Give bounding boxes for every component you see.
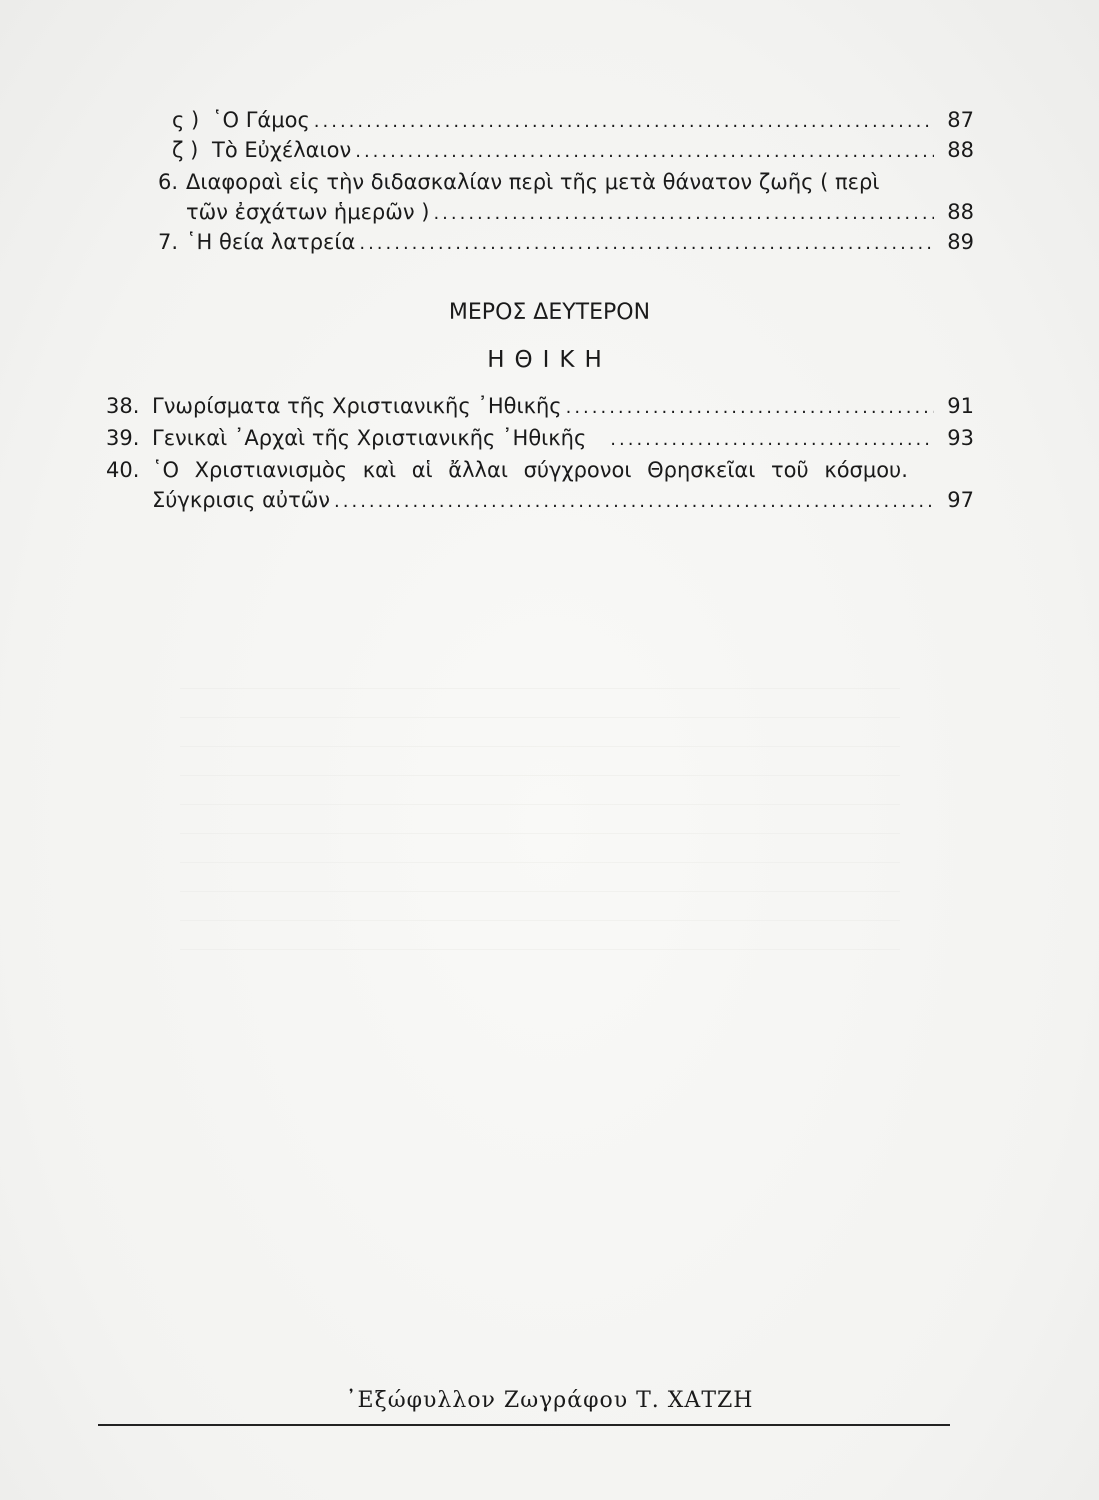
toc-entry-title-continuation: τῶν ἐσχάτων ἡμερῶν ) bbox=[186, 200, 430, 224]
title-word: Θρησκεῖαι bbox=[647, 458, 756, 482]
toc-entry-diaforai-continued bbox=[186, 198, 974, 228]
toc-entry-title: Διαφοραὶ εἰς τὴν διδασκαλίαν περὶ τῆς μετὰ θάνατον ζωῆς ( περὶ bbox=[186, 170, 880, 194]
toc-entry-euchelaion bbox=[172, 136, 974, 166]
leader-dots bbox=[334, 488, 934, 516]
toc-entry-title: Τὸ Εὐχέλαιον bbox=[212, 138, 352, 162]
title-word: ἄλλαι bbox=[448, 458, 508, 482]
toc-entry-page: 88 bbox=[947, 200, 974, 224]
toc-entry-39 bbox=[106, 424, 974, 454]
toc-entry-page: 87 bbox=[947, 108, 974, 132]
toc-entry-40 bbox=[106, 456, 908, 484]
leader-dots bbox=[566, 394, 934, 422]
toc-entry-number: 38. bbox=[106, 394, 140, 418]
toc-entry-page: 88 bbox=[947, 138, 974, 162]
toc-entry-page: 97 bbox=[947, 488, 974, 512]
toc-entry-number: 39. bbox=[106, 426, 140, 450]
title-word: Χριστιανισμὸς bbox=[194, 458, 348, 482]
leader-dots bbox=[355, 138, 934, 166]
toc-entry-page: 91 bbox=[947, 394, 974, 418]
toc-entry-title-continuation: Σύγκρισις αὐτῶν bbox=[152, 488, 331, 512]
leader-dots bbox=[314, 108, 934, 136]
title-word: ῾Ο bbox=[152, 458, 180, 482]
title-word: αἱ bbox=[411, 458, 433, 482]
section-heading: ΗΘΙΚΗ bbox=[487, 347, 612, 373]
toc-entry-page: 89 bbox=[947, 230, 974, 254]
toc-entry-title: Γνωρίσματα τῆς Χριστιανικῆς ᾿Ηθικῆς bbox=[152, 394, 562, 418]
toc-entry-number: 40. bbox=[106, 458, 140, 482]
toc-entry-title: Γενικαὶ ᾿Αρχαὶ τῆς Χριστιανικῆς ᾿Ηθικῆς bbox=[152, 426, 587, 450]
toc-entry-title: ῾Η θεία λατρεία bbox=[186, 230, 356, 254]
title-word: σύγχρονοι bbox=[523, 458, 632, 482]
toc-entry-gamos bbox=[172, 106, 974, 136]
toc-entry-number: 7. bbox=[158, 230, 179, 254]
toc-entry-number: ς ) bbox=[172, 108, 200, 132]
toc-entry-40-continued bbox=[152, 486, 974, 516]
title-word: καὶ bbox=[362, 458, 397, 482]
bleed-through-texture bbox=[180, 660, 900, 1420]
footer-rule bbox=[98, 1424, 950, 1426]
toc-entry-latreia bbox=[158, 228, 974, 258]
toc-entry-diaforai bbox=[158, 168, 974, 196]
toc-entry-title bbox=[152, 456, 908, 484]
toc-entry-38 bbox=[106, 392, 974, 422]
leader-dots bbox=[359, 230, 934, 258]
title-word: κόσμου. bbox=[824, 458, 908, 482]
toc-entry-page: 93 bbox=[947, 426, 974, 450]
title-word: τοῦ bbox=[771, 458, 809, 482]
part-heading: ΜΕΡΟΣ ΔΕΥΤΕΡΟΝ bbox=[448, 300, 651, 325]
cover-credit: ᾿Εξώφυλλον Ζωγράφου Τ. ΧΑΤΖΗ bbox=[345, 1388, 754, 1413]
toc-entry-number: ζ ) bbox=[172, 138, 199, 162]
leader-dots bbox=[433, 200, 934, 228]
toc-entry-number: 6. bbox=[158, 170, 179, 194]
leader-dots bbox=[610, 426, 934, 454]
toc-entry-title: ῾Ο Γάμος bbox=[212, 108, 310, 132]
